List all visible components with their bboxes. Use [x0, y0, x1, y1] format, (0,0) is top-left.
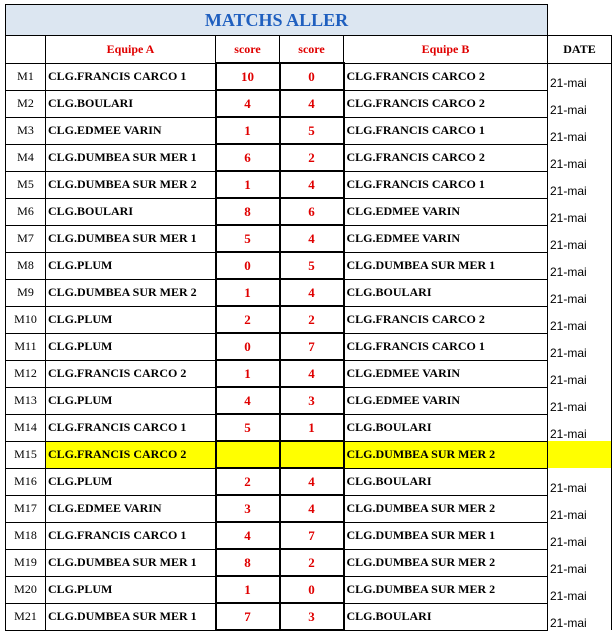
team-b-cell[interactable]: CLG.FRANCIS CARCO 2 — [344, 63, 548, 90]
team-a-cell[interactable]: CLG.FRANCIS CARCO 1 — [46, 63, 216, 90]
date-cell[interactable]: 21-mai — [548, 279, 612, 306]
date-cell[interactable]: 21-mai — [548, 225, 612, 252]
match-id-cell[interactable]: M5 — [6, 171, 46, 198]
table-row — [6, 90, 612, 117]
team-a-cell[interactable]: CLG.PLUM — [46, 252, 216, 279]
table-row — [6, 171, 612, 198]
date-cell[interactable]: 21-mai — [548, 144, 612, 171]
date-cell[interactable]: 21-mai — [548, 333, 612, 360]
score-b-cell[interactable]: 4 — [280, 360, 344, 387]
team-b-cell[interactable]: CLG.FRANCIS CARCO 1 — [344, 171, 548, 198]
score-a-cell[interactable]: 7 — [216, 603, 280, 630]
date-cell[interactable]: 21-mai — [548, 522, 612, 549]
header-score-a[interactable]: score — [216, 36, 280, 64]
match-id-cell[interactable]: M13 — [6, 387, 46, 414]
score-a-cell[interactable]: 1 — [216, 117, 280, 144]
team-b-cell[interactable]: CLG.DUMBEA SUR MER 2 — [344, 549, 548, 576]
table-row — [6, 225, 612, 252]
score-b-cell[interactable]: 7 — [280, 333, 344, 360]
table-row — [6, 414, 612, 441]
score-a-cell[interactable]: 2 — [216, 468, 280, 495]
team-a-cell[interactable]: CLG.PLUM — [46, 306, 216, 333]
score-a-cell[interactable]: 1 — [216, 171, 280, 198]
table-row — [6, 252, 612, 279]
score-b-cell[interactable]: 3 — [280, 603, 344, 630]
score-a-cell[interactable]: 2 — [216, 306, 280, 333]
match-id-cell[interactable]: M9 — [6, 279, 46, 306]
match-id-cell[interactable]: M15 — [6, 441, 46, 468]
score-b-cell[interactable] — [280, 441, 344, 468]
match-id-cell[interactable]: M16 — [6, 468, 46, 495]
team-a-cell[interactable]: CLG.DUMBEA SUR MER 2 — [46, 171, 216, 198]
table-row — [6, 198, 612, 225]
team-a-cell[interactable]: CLG.PLUM — [46, 387, 216, 414]
score-a-cell[interactable]: 6 — [216, 144, 280, 171]
date-cell[interactable]: 21-mai — [548, 387, 612, 414]
date-cell[interactable] — [548, 441, 612, 468]
match-id-cell[interactable]: M8 — [6, 252, 46, 279]
score-b-cell[interactable]: 3 — [280, 387, 344, 414]
match-id-cell[interactable]: M21 — [6, 603, 46, 630]
score-a-cell[interactable]: 8 — [216, 549, 280, 576]
team-a-cell[interactable]: CLG.EDMEE VARIN — [46, 117, 216, 144]
score-b-cell[interactable]: 4 — [280, 279, 344, 306]
table-row — [6, 603, 612, 630]
date-cell[interactable]: 21-mai — [548, 252, 612, 279]
team-b-cell[interactable]: CLG.EDMEE VARIN — [344, 387, 548, 414]
score-a-cell[interactable]: 8 — [216, 198, 280, 225]
team-b-cell[interactable]: CLG.EDMEE VARIN — [344, 225, 548, 252]
team-b-cell[interactable]: CLG.DUMBEA SUR MER 2 — [344, 441, 548, 468]
header-team-a[interactable]: Equipe A — [46, 36, 216, 64]
score-b-cell[interactable]: 5 — [280, 252, 344, 279]
score-a-cell[interactable]: 5 — [216, 225, 280, 252]
table-row — [6, 549, 612, 576]
page-title[interactable]: MATCHS ALLER — [6, 5, 548, 36]
date-cell[interactable]: 21-mai — [548, 90, 612, 117]
date-cell[interactable]: 21-mai — [548, 603, 612, 630]
score-b-cell[interactable]: 1 — [280, 414, 344, 441]
match-table — [5, 4, 612, 631]
score-b-cell[interactable]: 4 — [280, 468, 344, 495]
match-id-cell[interactable]: M4 — [6, 144, 46, 171]
header-team-b[interactable]: Equipe B — [344, 36, 548, 64]
team-b-cell[interactable]: CLG.FRANCIS CARCO 2 — [344, 90, 548, 117]
date-cell[interactable]: 21-mai — [548, 549, 612, 576]
table-row — [6, 333, 612, 360]
score-b-cell[interactable]: 2 — [280, 306, 344, 333]
score-a-cell[interactable]: 10 — [216, 63, 280, 90]
team-b-cell[interactable]: CLG.EDMEE VARIN — [344, 198, 548, 225]
score-a-cell[interactable]: 1 — [216, 360, 280, 387]
title-row — [6, 5, 612, 36]
match-id-cell[interactable]: M7 — [6, 225, 46, 252]
score-a-cell[interactable]: 4 — [216, 387, 280, 414]
match-id-cell[interactable]: M10 — [6, 306, 46, 333]
match-id-cell[interactable]: M14 — [6, 414, 46, 441]
team-a-cell[interactable]: CLG.BOULARI — [46, 90, 216, 117]
score-b-cell[interactable]: 4 — [280, 90, 344, 117]
date-cell[interactable]: 21-mai — [548, 63, 612, 90]
date-cell[interactable]: 21-mai — [548, 117, 612, 144]
score-b-cell[interactable]: 2 — [280, 144, 344, 171]
date-cell[interactable]: 21-mai — [548, 360, 612, 387]
header-score-b[interactable]: score — [280, 36, 344, 64]
team-b-cell[interactable]: CLG.DUMBEA SUR MER 2 — [344, 576, 548, 603]
table-row — [6, 387, 612, 414]
team-b-cell[interactable]: CLG.BOULARI — [344, 603, 548, 630]
table-row — [6, 117, 612, 144]
score-b-cell[interactable]: 7 — [280, 522, 344, 549]
team-b-cell[interactable]: CLG.FRANCIS CARCO 2 — [344, 306, 548, 333]
date-cell[interactable]: 21-mai — [548, 468, 612, 495]
team-a-cell[interactable]: CLG.PLUM — [46, 468, 216, 495]
score-a-cell[interactable] — [216, 441, 280, 468]
score-b-cell[interactable]: 2 — [280, 549, 344, 576]
team-a-cell[interactable]: CLG.PLUM — [46, 333, 216, 360]
table-row — [6, 144, 612, 171]
match-id-cell[interactable]: M11 — [6, 333, 46, 360]
team-b-cell[interactable]: CLG.FRANCIS CARCO 1 — [344, 333, 548, 360]
team-a-cell[interactable]: CLG.FRANCIS CARCO 1 — [46, 522, 216, 549]
match-id-cell[interactable]: M17 — [6, 495, 46, 522]
blank-cell — [548, 5, 612, 36]
score-a-cell[interactable]: 0 — [216, 333, 280, 360]
score-a-cell[interactable]: 0 — [216, 252, 280, 279]
score-b-cell[interactable]: 4 — [280, 171, 344, 198]
table-row — [6, 441, 612, 468]
team-a-cell[interactable]: CLG.DUMBEA SUR MER 1 — [46, 603, 216, 630]
team-b-cell[interactable]: CLG.BOULARI — [344, 279, 548, 306]
score-b-cell[interactable]: 0 — [280, 576, 344, 603]
table-row — [6, 279, 612, 306]
team-b-cell[interactable]: CLG.FRANCIS CARCO 2 — [344, 144, 548, 171]
table-row — [6, 306, 612, 333]
date-cell[interactable]: 21-mai — [548, 306, 612, 333]
date-cell[interactable]: 21-mai — [548, 171, 612, 198]
match-id-cell[interactable]: M20 — [6, 576, 46, 603]
score-a-cell[interactable]: 1 — [216, 279, 280, 306]
table-row — [6, 522, 612, 549]
team-a-cell[interactable]: CLG.DUMBEA SUR MER 1 — [46, 144, 216, 171]
header-date[interactable]: DATE — [548, 36, 612, 64]
table-row — [6, 63, 612, 90]
date-cell[interactable]: 21-mai — [548, 198, 612, 225]
table-row — [6, 360, 612, 387]
team-a-cell[interactable]: CLG.BOULARI — [46, 198, 216, 225]
match-id-cell[interactable]: M12 — [6, 360, 46, 387]
team-b-cell[interactable]: CLG.BOULARI — [344, 414, 548, 441]
team-a-cell[interactable]: CLG.FRANCIS CARCO 1 — [46, 414, 216, 441]
date-cell[interactable]: 21-mai — [548, 495, 612, 522]
match-id-cell[interactable]: M2 — [6, 90, 46, 117]
score-a-cell[interactable]: 1 — [216, 576, 280, 603]
team-b-cell[interactable]: CLG.DUMBEA SUR MER 1 — [344, 522, 548, 549]
match-id-cell[interactable]: M18 — [6, 522, 46, 549]
score-a-cell[interactable]: 3 — [216, 495, 280, 522]
team-a-cell[interactable]: CLG.PLUM — [46, 576, 216, 603]
team-b-cell[interactable]: CLG.BOULARI — [344, 468, 548, 495]
score-b-cell[interactable]: 4 — [280, 225, 344, 252]
header-row — [6, 36, 612, 64]
date-cell[interactable]: 21-mai — [548, 414, 612, 441]
match-id-cell[interactable]: M19 — [6, 549, 46, 576]
match-id-cell[interactable]: M3 — [6, 117, 46, 144]
team-a-cell[interactable]: CLG.EDMEE VARIN — [46, 495, 216, 522]
score-b-cell[interactable]: 6 — [280, 198, 344, 225]
header-id — [6, 36, 46, 64]
table-row — [6, 468, 612, 495]
team-a-cell[interactable]: CLG.DUMBEA SUR MER 1 — [46, 549, 216, 576]
team-a-cell[interactable]: CLG.DUMBEA SUR MER 2 — [46, 279, 216, 306]
score-b-cell[interactable]: 0 — [280, 63, 344, 90]
table-row — [6, 495, 612, 522]
team-b-cell[interactable]: CLG.DUMBEA SUR MER 1 — [344, 252, 548, 279]
team-a-cell[interactable]: CLG.DUMBEA SUR MER 1 — [46, 225, 216, 252]
score-a-cell[interactable]: 5 — [216, 414, 280, 441]
match-id-cell[interactable]: M1 — [6, 63, 46, 90]
team-a-cell[interactable]: CLG.FRANCIS CARCO 2 — [46, 360, 216, 387]
score-a-cell[interactable]: 4 — [216, 522, 280, 549]
score-b-cell[interactable]: 5 — [280, 117, 344, 144]
team-b-cell[interactable]: CLG.FRANCIS CARCO 1 — [344, 117, 548, 144]
team-b-cell[interactable]: CLG.DUMBEA SUR MER 2 — [344, 495, 548, 522]
match-id-cell[interactable]: M6 — [6, 198, 46, 225]
score-a-cell[interactable]: 4 — [216, 90, 280, 117]
score-b-cell[interactable]: 4 — [280, 495, 344, 522]
table-row — [6, 576, 612, 603]
date-cell[interactable]: 21-mai — [548, 576, 612, 603]
team-a-cell[interactable]: CLG.FRANCIS CARCO 2 — [46, 441, 216, 468]
team-b-cell[interactable]: CLG.EDMEE VARIN — [344, 360, 548, 387]
